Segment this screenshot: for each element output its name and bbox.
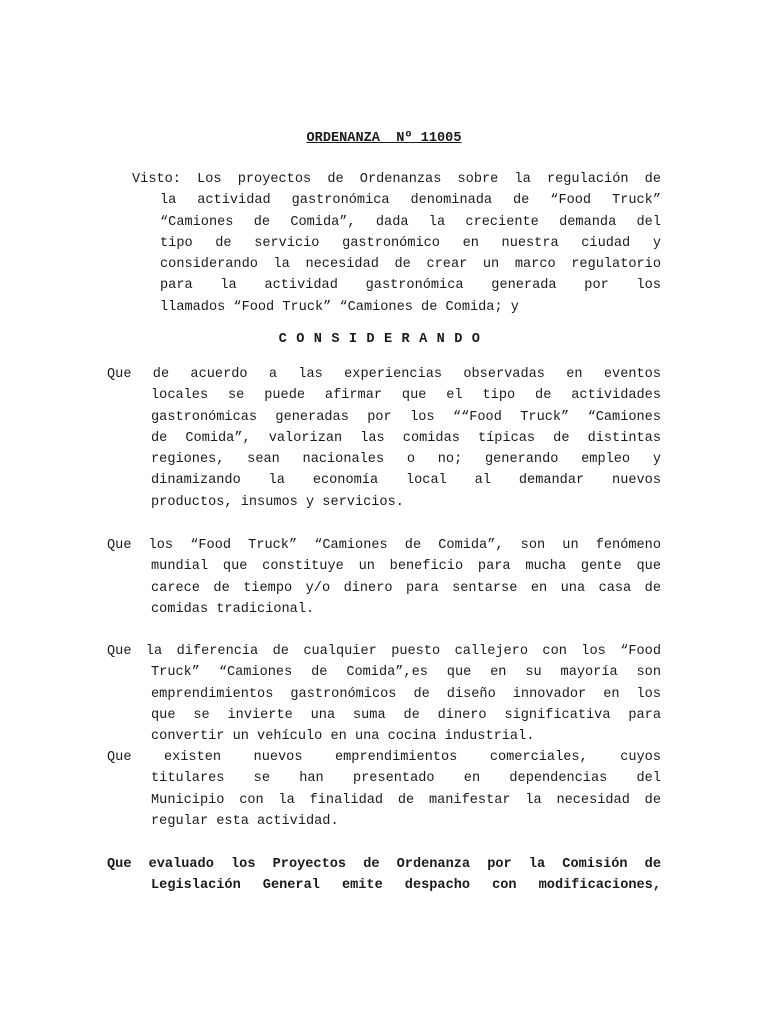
visto-paragraph: [132, 169, 661, 318]
paragraph-line: Truck” “Camiones de Comida”,es que en su mayoría son: [151, 665, 661, 681]
visto-line: llamados “Food Truck” “Camiones de Comida; y: [160, 299, 519, 315]
visto-line: tipo de servicio gastronómico en nuestra ciudad y: [160, 235, 661, 251]
paragraph-line: productos, insumos y servicios.: [151, 494, 404, 510]
paragraph-line: de Comida”, valorizan las comidas típicas de distintas: [151, 430, 661, 446]
considerando-paragraph-4: [107, 747, 661, 832]
paragraph-line: Que evaluado los Proyectos de Ordenanza por la Comisión de: [107, 857, 661, 872]
visto-line: “Camiones de Comida”, dada la creciente demanda del: [160, 214, 661, 230]
considerando-heading: CONSIDERANDO: [278, 332, 490, 347]
paragraph-line: Que la diferencia de cualquier puesto callejero con los “Food: [107, 644, 661, 659]
considerando-paragraph-2: [107, 535, 661, 620]
paragraph-line: comidas tradicional.: [151, 601, 315, 617]
paragraph-line: que se invierte una suma de dinero significativa para: [151, 707, 661, 723]
paragraph-line: emprendimientos gastronómicos de diseño innovador en los: [151, 686, 661, 702]
paragraph-line: Que los “Food Truck” “Camiones de Comida”, son un fenómeno: [107, 538, 661, 553]
paragraph-line: regiones, sean nacionales o no; generando empleo y: [151, 452, 661, 468]
paragraph-line: Municipio con la finalidad de manifestar la necesidad de: [151, 792, 661, 808]
paragraph-line: titulares se han presentado en dependencias del: [151, 771, 661, 787]
paragraph-line: locales se puede afirmar que el tipo de actividades: [151, 388, 661, 404]
paragraph-line: gastronómicas generadas por los ““Food Truck” “Camiones: [151, 409, 661, 425]
paragraph-line: Legislación General emite despacho con modificaciones,: [151, 878, 661, 894]
paragraph-line: dinamizando la economía local al demandar nuevos: [151, 473, 661, 489]
paragraph-line: convertir un vehículo en una cocina industrial.: [151, 729, 535, 745]
ordinance-title: ORDENANZA Nº 11005: [306, 131, 462, 146]
paragraph-line: Que de acuerdo a las experiencias observadas en eventos: [107, 367, 661, 382]
paragraph-line: Que existen nuevos emprendimientos comerciales, cuyos: [107, 750, 661, 765]
considerando-paragraph-3: [107, 641, 661, 747]
considerando-paragraph-1: [107, 364, 661, 513]
visto-line: Visto: Los proyectos de Ordenanzas sobre la regulación de: [132, 172, 661, 187]
visto-line: considerando la necesidad de crear un marco regulatorio: [160, 257, 661, 273]
paragraph-line: mundial que constituye un beneficio para mucha gente que: [151, 559, 661, 575]
paragraph-line: carece de tiempo y/o dinero para sentarse en una casa de: [151, 580, 661, 596]
paragraph-line: regular esta actividad.: [151, 813, 339, 829]
considerando-paragraph-5: [107, 854, 661, 897]
visto-line: para la actividad gastronómica generada por los: [160, 278, 661, 294]
visto-line: la actividad gastronómica denominada de “Food Truck”: [160, 193, 661, 209]
